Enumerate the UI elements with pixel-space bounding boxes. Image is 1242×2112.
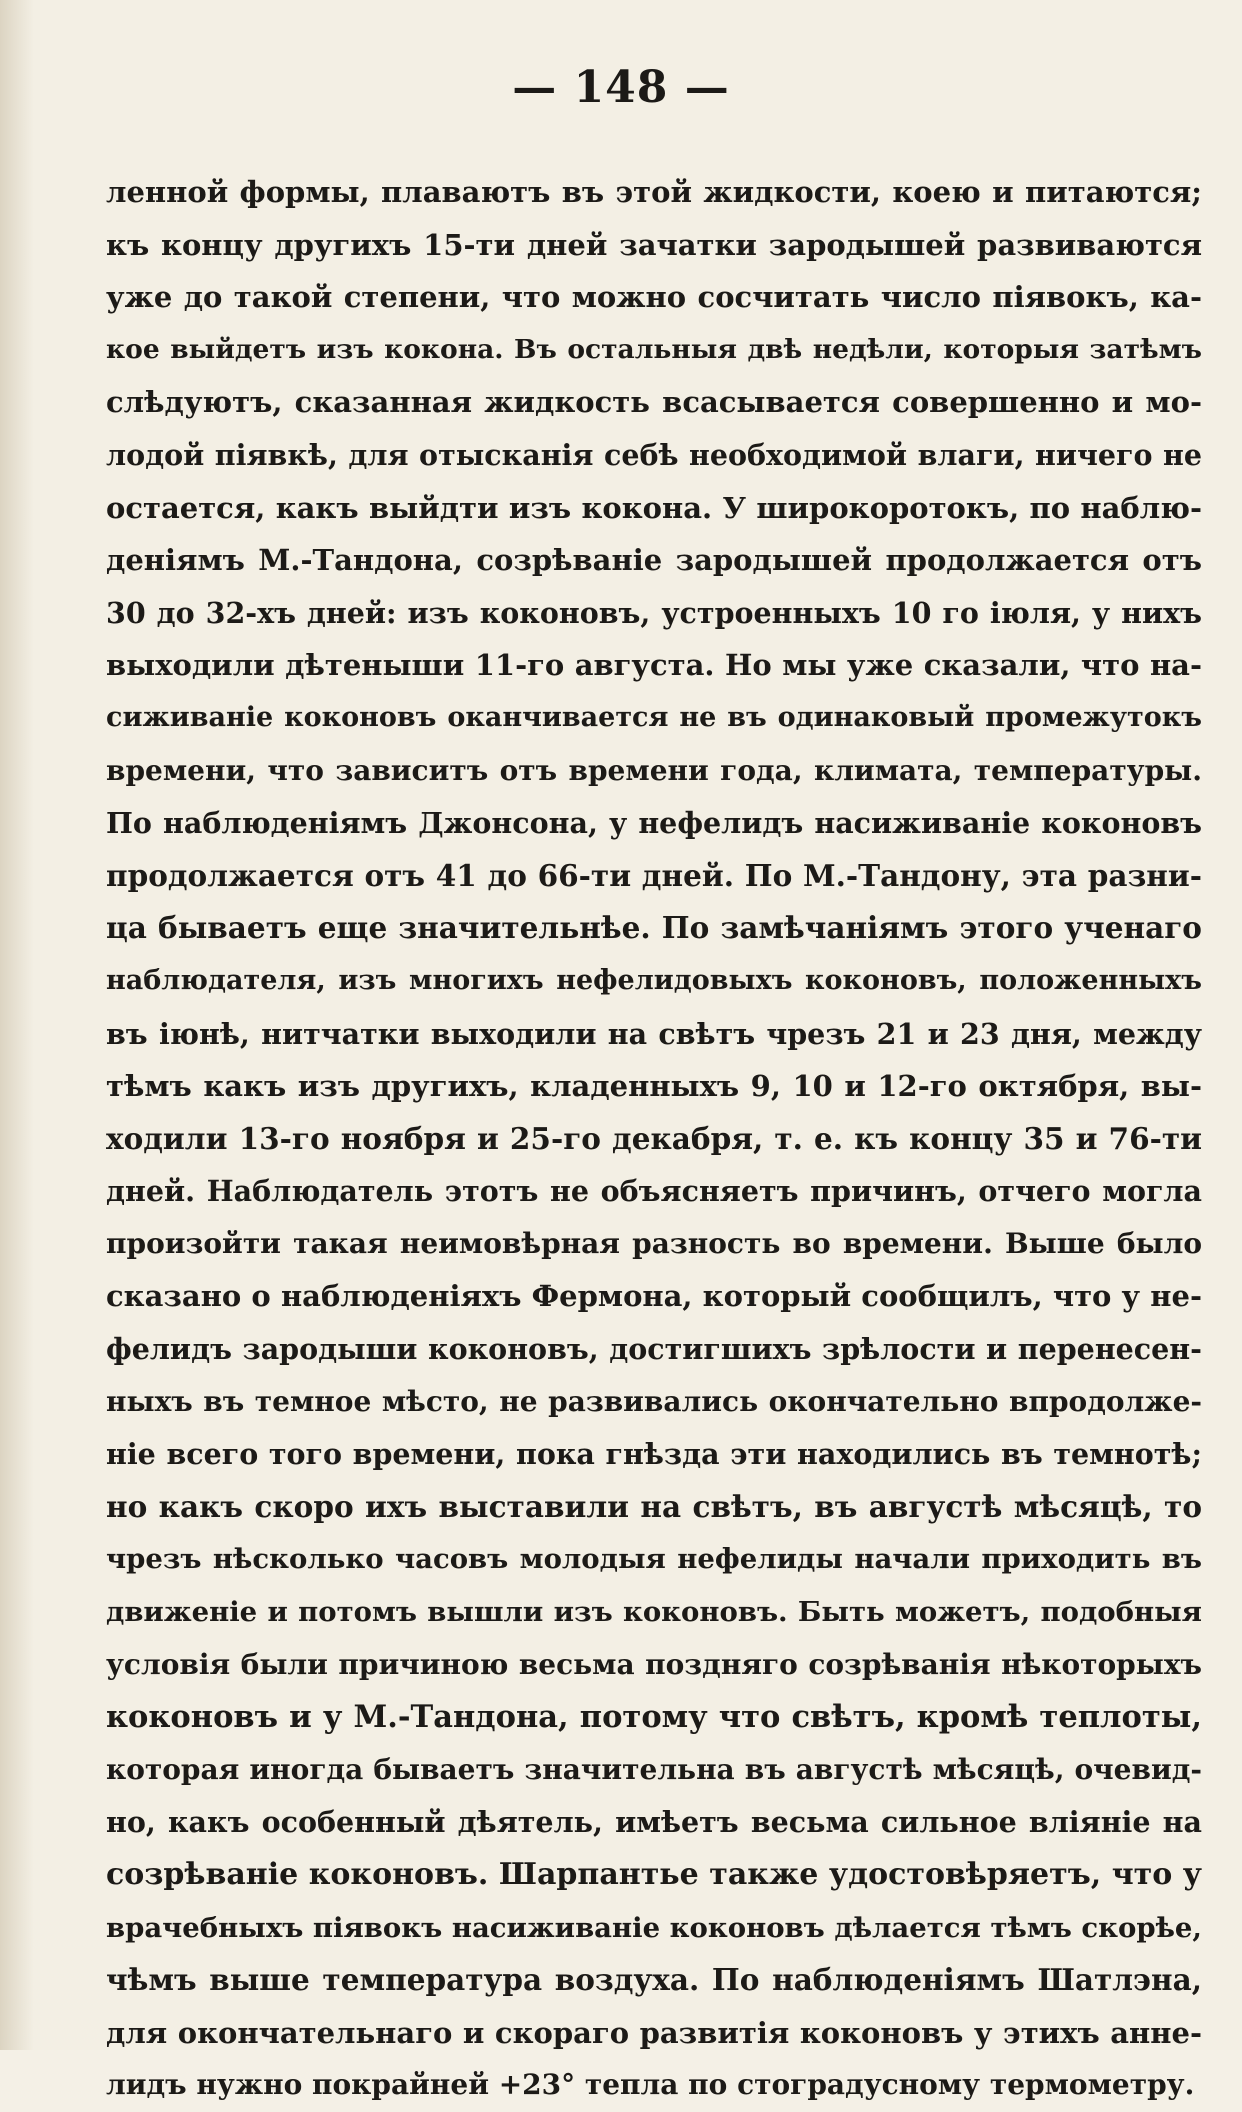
page-number: — 148 —: [512, 62, 730, 113]
text-line: къ концу другихъ 15-ти дней зачатки зародышей развиваются: [106, 227, 1202, 262]
text-line: сиживаніе коконовъ оканчивается не въ одинаковый промежутокъ: [106, 701, 1202, 733]
text-line: чрезъ нѣсколько часовъ молодыя нефелиды начали приходить въ: [106, 1543, 1202, 1576]
text-line: которая иногда бываетъ значительна въ августѣ мѣсяцѣ, очевид-: [106, 1752, 1202, 1786]
text-line: деніямъ М.-Тандона, созрѣваніе зародышей продолжается отъ: [106, 543, 1202, 578]
text-line: 30 до 32-хъ дней: изъ коконовъ, устроенныхъ 10 го іюля, у нихъ: [106, 595, 1202, 630]
text-line: кое выйдетъ изъ кокона. Въ остальныя двѣ недѣли, которыя затѣмъ: [106, 333, 1202, 365]
text-line: остается, какъ выйдти изъ кокона. У широкоротокъ, по наблю-: [106, 490, 1202, 525]
text-line: По наблюденіямъ Джонсона, у нефелидъ насиживаніе коконовъ: [106, 806, 1202, 841]
text-line: но, какъ особенный дѣятель, имѣетъ весьма сильное вліяніе на: [106, 1805, 1202, 1840]
text-line: наблюдателя, изъ многихъ нефелидовыхъ коконовъ, положенныхъ: [106, 964, 1202, 996]
text-line: коконовъ и у М.-Тандона, потому что свѣтъ, кромѣ теплоты,: [106, 1699, 1202, 1736]
text-line: произойти такая неимовѣрная разность во времени. Выше было: [106, 1226, 1202, 1260]
text-line: слѣдуютъ, сказанная жидкость всасывается совершенно и мо-: [106, 385, 1202, 420]
text-line: продолжается отъ 41 до 66-ти дней. По М.-Тандону, эта разни-: [106, 857, 1202, 893]
text-line: ходили 13-го ноября и 25-го декабря, т. е. къ концу 35 и 76-ти: [106, 1120, 1202, 1156]
text-line: ца бываетъ еще значительнѣе. По замѣчаніямъ этого ученаго: [106, 910, 1202, 946]
text-line: врачебныхъ піявокъ насиживаніе коконовъ дѣлается тѣмъ скорѣе,: [106, 1911, 1202, 1944]
text-line: движеніе и потомъ вышли изъ коконовъ. Быть можетъ, подобныя: [106, 1596, 1202, 1629]
text-line: созрѣваніе коконовъ. Шарпантье также удостовѣряетъ, что у: [106, 1857, 1202, 1892]
text-line: ленной формы, плаваютъ въ этой жидкости, коею и питаются;: [106, 175, 1202, 209]
text-line: условія были причиною весьма поздняго созрѣванія нѣкоторыхъ: [106, 1647, 1202, 1681]
page-edge-shadow: [0, 0, 34, 2050]
text-line: выходили дѣтеныши 11-го августа. Но мы уже сказали, что на-: [106, 648, 1202, 683]
text-line: лодой піявкѣ, для отысканія себѣ необходимой влаги, ничего не: [106, 437, 1202, 472]
text-line: лидъ нужно покрайней +23° тепла по стоградусному термометру.: [106, 2068, 1195, 2102]
text-line: времени, что зависитъ отъ времени года, климата, температуры.: [106, 753, 1202, 787]
text-line: но какъ скоро ихъ выставили на свѣтъ, въ августѣ мѣсяцѣ, то: [106, 1488, 1202, 1524]
text-line: сказано о наблюденіяхъ Фермона, который сообщилъ, что у не-: [106, 1279, 1202, 1314]
text-line: дней. Наблюдатель этотъ не объясняетъ причинъ, отчего могла: [106, 1174, 1202, 1209]
text-line: ніе всего того времени, пока гнѣзда эти находились въ темнотѣ;: [106, 1437, 1202, 1472]
text-line: чѣмъ выше температура воздуха. По наблюденіямъ Шатлэна,: [106, 1962, 1202, 1998]
text-line: ныхъ въ темное мѣсто, не развивались окончательно впродолже-: [106, 1384, 1202, 1418]
text-line: въ іюнѣ, нитчатки выходили на свѣтъ чрезъ 21 и 23 дня, между: [106, 1016, 1202, 1051]
text-line: фелидъ зародыши коконовъ, достигшихъ зрѣлости и перенесен-: [106, 1332, 1202, 1367]
body-text: [106, 166, 1202, 2112]
text-line: тѣмъ какъ изъ другихъ, кладенныхъ 9, 10 и 12-го октября, вы-: [106, 1069, 1202, 1104]
text-line: для окончательнаго и скораго развитія коконовъ у этихъ анне-: [106, 2015, 1202, 2050]
text-line: уже до такой степени, что можно сосчитать число піявокъ, ка-: [106, 280, 1202, 315]
